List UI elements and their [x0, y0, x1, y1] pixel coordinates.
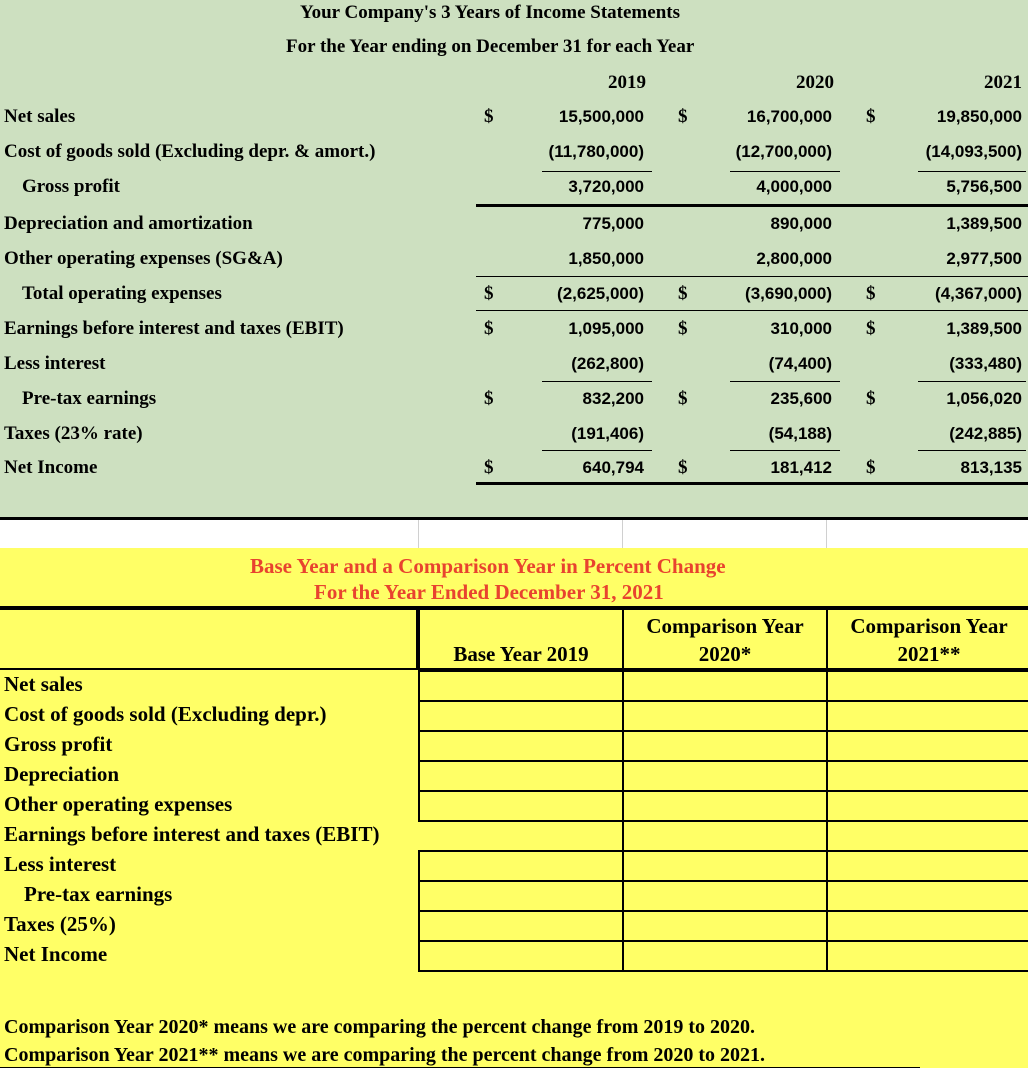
underline: [918, 450, 1026, 451]
dollar-sign: $: [866, 283, 876, 304]
percent-input-cell[interactable]: [622, 880, 828, 912]
double-underline: [476, 482, 1028, 485]
percent-input-cell[interactable]: [622, 790, 828, 822]
statement-value: (2,625,000): [557, 284, 644, 303]
percent-input-cell[interactable]: [826, 880, 1028, 912]
header-2020-line2: 2020*: [698, 642, 752, 666]
statement-value: 2,800,000: [756, 249, 832, 268]
comparison-row-label: Net sales: [4, 672, 83, 696]
underline: [542, 171, 652, 172]
comparison-row-label: Earnings before interest and taxes (EBIT): [4, 822, 380, 846]
percent-input-cell[interactable]: [418, 670, 624, 702]
statement-row-label: Net sales: [4, 106, 76, 127]
statement-value: 832,200: [582, 389, 644, 408]
dollar-sign: $: [484, 318, 494, 339]
statement-value: 1,850,000: [568, 249, 644, 268]
percent-input-cell[interactable]: [826, 910, 1028, 942]
underline: [476, 276, 1028, 277]
header-2020-line1: Comparison Year: [646, 614, 804, 638]
underline: [730, 171, 840, 172]
percent-input-cell[interactable]: [622, 700, 828, 732]
comparison-row-label: Depreciation: [4, 762, 120, 786]
statement-value: (12,700,000): [735, 142, 832, 161]
comparison-title: Base Year and a Comparison Year in Percent Change: [250, 554, 726, 578]
statement-row-label: Gross profit: [22, 176, 120, 197]
statement-value: 640,794: [582, 458, 644, 477]
percent-input-cell[interactable]: [622, 760, 828, 792]
statement-value: (54,188): [768, 424, 832, 443]
dollar-sign: $: [484, 106, 494, 127]
comparison-row-label: Less interest: [4, 852, 117, 876]
statement-value: 16,700,000: [746, 107, 832, 126]
statement-value: (191,406): [571, 424, 644, 443]
percent-input-cell[interactable]: [418, 730, 624, 762]
underline: [730, 381, 840, 382]
comparison-row-label: Taxes (25%): [4, 912, 116, 936]
percent-input-cell[interactable]: [826, 700, 1028, 732]
underline: [918, 381, 1026, 382]
header-blank-cell: [0, 608, 418, 670]
year-header-2021: 2021: [984, 72, 1022, 93]
statement-value: (262,800): [571, 354, 644, 373]
gridline: [826, 520, 827, 548]
comparison-row-label: Cost of goods sold (Excluding depr.): [4, 702, 327, 726]
percent-input-cell[interactable]: [418, 940, 624, 972]
header-2021-line2: 2021**: [897, 642, 961, 666]
statement-value: (4,367,000): [935, 284, 1022, 303]
dollar-sign: $: [484, 388, 494, 409]
statement-row-label: Other operating expenses (SG&A): [4, 248, 283, 269]
statement-value: (3,690,000): [745, 284, 832, 303]
percent-input-cell[interactable]: [826, 820, 1028, 852]
statement-value: 15,500,000: [558, 107, 644, 126]
percent-change-panel: [0, 548, 1028, 1068]
percent-input-cell[interactable]: [418, 880, 624, 912]
spacer-strip: [0, 520, 1028, 548]
comparison-row-label: Gross profit: [4, 732, 113, 756]
statement-value: 2,977,500: [946, 249, 1022, 268]
dollar-sign: $: [678, 388, 688, 409]
statement-subtitle: For the Year ending on December 31 for each Year: [286, 36, 695, 57]
dollar-sign: $: [484, 283, 494, 304]
percent-input-cell[interactable]: [418, 820, 624, 852]
header-base-year: [418, 608, 624, 670]
statement-value: (242,885): [949, 424, 1022, 443]
statement-value: (14,093,500): [925, 142, 1022, 161]
statement-value: (333,480): [949, 354, 1022, 373]
dollar-sign: $: [866, 457, 876, 478]
percent-input-cell[interactable]: [622, 670, 828, 702]
dollar-sign: $: [678, 457, 688, 478]
header-comparison-2021: [826, 608, 1028, 670]
statement-value: (11,780,000): [548, 142, 644, 161]
statement-row-label: Pre-tax earnings: [22, 388, 157, 409]
statement-value: 890,000: [770, 214, 832, 233]
dollar-sign: $: [866, 318, 876, 339]
statement-value: 1,095,000: [568, 319, 644, 338]
footnote-2020: Comparison Year 2020* means we are comparing the percent change from 2019 to 2020.: [4, 1016, 756, 1038]
statement-title: Your Company's 3 Years of Income Statements: [300, 2, 680, 23]
statement-value: (74,400): [768, 354, 832, 373]
statement-value: 1,389,500: [946, 214, 1022, 233]
dollar-sign: $: [678, 283, 688, 304]
statement-value: 181,412: [770, 458, 832, 477]
comparison-subtitle: For the Year Ended December 31, 2021: [314, 580, 664, 604]
statement-value: 1,389,500: [946, 319, 1022, 338]
percent-input-cell[interactable]: [826, 760, 1028, 792]
percent-input-cell[interactable]: [826, 790, 1028, 822]
statement-value: 5,756,500: [946, 177, 1022, 196]
statement-value: 775,000: [582, 214, 644, 233]
year-header-2020: 2020: [796, 72, 834, 93]
underline: [730, 450, 840, 451]
percent-input-cell[interactable]: [622, 910, 828, 942]
dollar-sign: $: [484, 457, 494, 478]
dollar-sign: $: [678, 106, 688, 127]
statement-value: 235,600: [770, 389, 832, 408]
percent-input-cell[interactable]: [622, 820, 828, 852]
underline: [542, 450, 652, 451]
statement-value: 310,000: [770, 319, 832, 338]
statement-row-label: Earnings before interest and taxes (EBIT): [4, 318, 344, 339]
percent-input-cell[interactable]: [622, 730, 828, 762]
statement-row-label: Cost of goods sold (Excluding depr. & amort.): [4, 141, 376, 162]
dollar-sign: $: [678, 318, 688, 339]
statement-row-label: Net Income: [4, 457, 98, 478]
underline: [918, 171, 1026, 172]
double-underline: [476, 204, 1028, 207]
percent-input-cell[interactable]: [826, 670, 1028, 702]
gridline: [418, 520, 419, 548]
statement-value: 4,000,000: [756, 177, 832, 196]
comparison-row-label: Pre-tax earnings: [24, 882, 173, 906]
percent-input-cell[interactable]: [622, 850, 828, 882]
statement-value: 3,720,000: [568, 177, 644, 196]
percent-input-cell[interactable]: [418, 910, 624, 942]
percent-input-cell[interactable]: [418, 790, 624, 822]
statement-row-label: Total operating expenses: [22, 283, 222, 304]
percent-input-cell[interactable]: [418, 850, 624, 882]
income-statement-panel: [0, 0, 1028, 520]
year-header-2019: 2019: [608, 72, 646, 93]
percent-input-cell[interactable]: [418, 700, 624, 732]
percent-input-cell[interactable]: [826, 730, 1028, 762]
statement-value: 813,135: [960, 458, 1022, 477]
gridline: [622, 520, 623, 548]
underline: [476, 310, 1028, 311]
header-2021-line1: Comparison Year: [850, 614, 1008, 638]
header-comparison-2020: [622, 608, 828, 670]
header-base-year-label: Base Year 2019: [453, 642, 589, 666]
statement-row-label: Depreciation and amortization: [4, 213, 253, 234]
percent-input-cell[interactable]: [826, 940, 1028, 972]
statement-value: 1,056,020: [946, 389, 1022, 408]
dollar-sign: $: [866, 106, 876, 127]
dollar-sign: $: [866, 388, 876, 409]
percent-input-cell[interactable]: [418, 760, 624, 792]
underline: [542, 381, 652, 382]
percent-input-cell[interactable]: [622, 940, 828, 972]
statement-row-label: Less interest: [4, 353, 106, 374]
comparison-row-label: Net Income: [4, 942, 108, 966]
statement-row-label: Taxes (23% rate): [4, 423, 143, 444]
footnote-2021: Comparison Year 2021** means we are comparing the percent change from 2020 to 2021.: [4, 1044, 766, 1066]
statement-value: 19,850,000: [936, 107, 1022, 126]
comparison-row-label: Other operating expenses: [4, 792, 233, 816]
percent-input-cell[interactable]: [826, 850, 1028, 882]
